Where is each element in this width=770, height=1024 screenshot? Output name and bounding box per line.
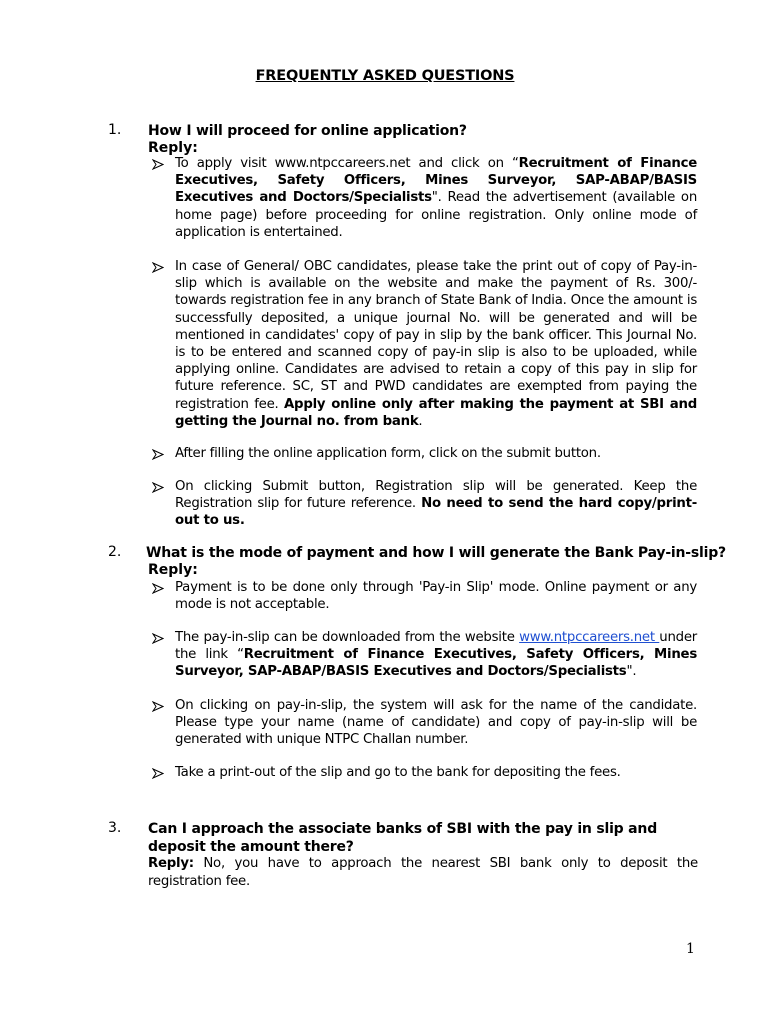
question-3-answer: Reply: No, you have to approach the nearest SBI bank only to deposit the registration fee. [148, 856, 698, 889]
arrowhead-bullet-icon [152, 701, 164, 712]
arrowhead-bullet-icon [152, 159, 164, 170]
arrowhead-bullet-icon [152, 633, 164, 644]
question-1-text: How I will proceed for online application? [148, 123, 467, 139]
q1-bullet-3-text: After filling the online application form, click on the submit button. [175, 446, 601, 461]
question-3-text: Can I approach the associate banks of SBI with the pay in slip and deposit the amount there? [148, 821, 658, 855]
q1-bullet-2-text: In case of General/ OBC candidates, please take the print out of copy of Pay-in-slip which is available on the website and make the payment of Rs. 300/- towards registration fee in any branch of State Bank of India. Once the amount is successfully deposited, a unique journal No. will be generated and will be mentioned in candidates' copy of pay in slip by the bank officer. This Journal No. is to be entered and scanned copy of pay-in slip is also to be uploaded, while applying online. Candidates are advised to retain a copy of this pay in slip for future reference. SC, ST and PWD candidates are exempted from paying the registration fee. Apply online only after making the payment at SBI and getting the Journal no. from bank. [175, 259, 697, 429]
arrowhead-bullet-icon [152, 583, 164, 594]
q2-bullet-4-text: Take a print-out of the slip and go to the bank for depositing the fees. [175, 765, 621, 780]
q1-bullet-4-text: On clicking Submit button, Registration slip will be generated. Keep the Registration slip for future reference. No need to send the hard copy/print-out to us. [175, 479, 698, 529]
question-2-reply-label: Reply: [148, 562, 198, 578]
page-number: 1 [686, 941, 695, 957]
arrowhead-bullet-icon [152, 482, 164, 493]
ntpccareers-link[interactable]: www.ntpccareers.net [519, 630, 660, 645]
question-2-text: What is the mode of payment and how I will generate the Bank Pay-in-slip? [146, 545, 726, 561]
question-3-reply-label: Reply: [148, 856, 194, 871]
question-1-number: 1. [108, 122, 122, 138]
arrowhead-bullet-icon [152, 449, 164, 460]
question-3-number: 3. [108, 820, 122, 836]
arrowhead-bullet-icon [152, 768, 164, 779]
question-1-reply-label: Reply: [148, 140, 198, 156]
page-title: FREQUENTLY ASKED QUESTIONS [255, 68, 515, 84]
q1-bullet-1-text: To apply visit www.ntpccareers.net and click on “Recruitment of Finance Executives, Safety Officers, Mines Surveyor, SAP-ABAP/BASIS Executives and Doctors/Specialists". Read the advertisement (available on home page) before proceeding for online registration. Only online mode of application is entertained. [175, 156, 697, 240]
q2-bullet-2-text: The pay-in-slip can be downloaded from the website www.ntpccareers.net under the link “Recruitment of Finance Executives, Safety Officers, Mines Surveyor, SAP-ABAP/BASIS Executives and Doctors/Specialists". [175, 630, 697, 680]
q2-bullet-3-text: On clicking on pay-in-slip, the system will ask for the name of the candidate. Please type your name (name of candidate) and copy of pay-in-slip will be generated with unique NTPC Challan number. [175, 698, 697, 748]
q2-bullet-1-text: Payment is to be done only through 'Pay-in Slip' mode. Online payment or any mode is not acceptable. [175, 580, 697, 613]
arrowhead-bullet-icon [152, 262, 164, 273]
question-2-number: 2. [108, 544, 122, 560]
